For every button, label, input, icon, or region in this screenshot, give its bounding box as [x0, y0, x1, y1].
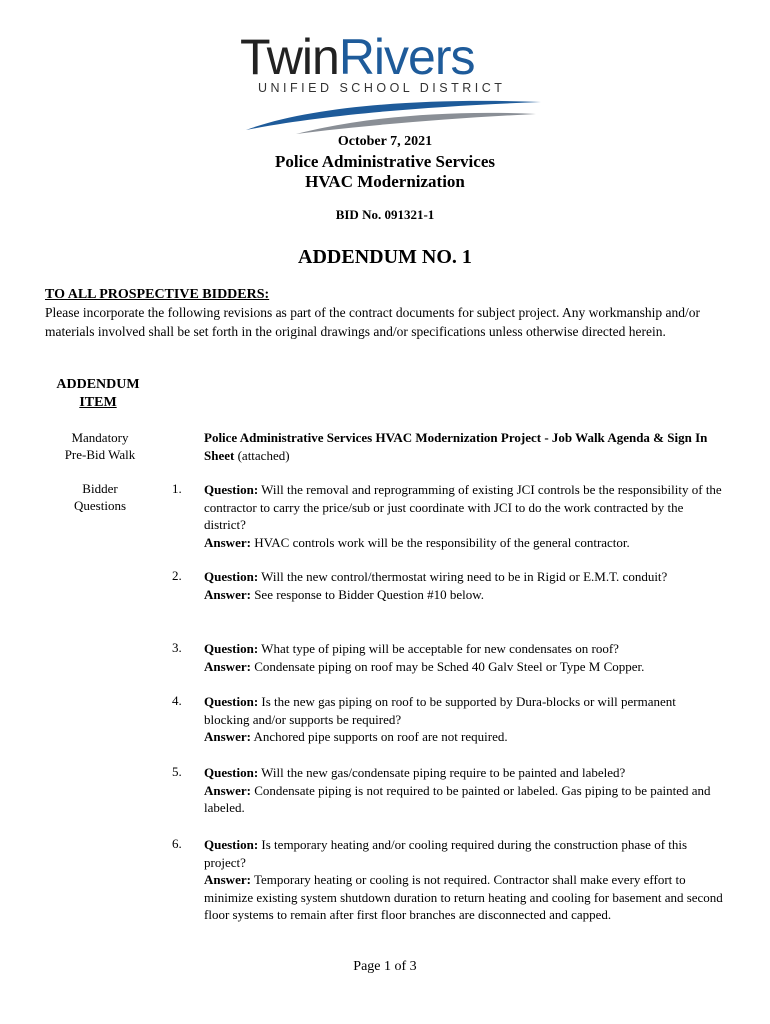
logo-subtitle: UNIFIED SCHOOL DISTRICT — [258, 81, 506, 95]
answer-text: HVAC controls work will be the responsibility of the general contractor. — [250, 534, 630, 550]
bid-number: BID No. 091321-1 — [335, 207, 435, 222]
question-text: Is temporary heating and/or cooling required during the construction phase of this project? — [204, 837, 688, 870]
answer-label: Answer: — [204, 729, 251, 744]
question-label: Question: — [204, 569, 259, 584]
project-title-line1: Police Administrative Services — [274, 152, 495, 171]
question-label: Question: — [204, 641, 259, 656]
addendum-title: ADDENDUM NO. 1 — [298, 246, 472, 268]
item-header-line2: ITEM — [79, 395, 117, 410]
answer-label: Answer: — [204, 872, 251, 887]
question-answer-item — [204, 568, 724, 603]
question-text: Will the new gas/condensate piping require to be painted and labeled? — [258, 765, 626, 780]
question-answer-item — [204, 481, 724, 551]
question-text: Will the removal and reprogramming of existing JCI controls be the responsibility of the contractor to carry the price/sub or just coordinate with JCI to do the work contracted by the district? — [204, 482, 722, 532]
job-walk-item — [204, 429, 724, 464]
question-answer-item — [204, 836, 724, 924]
question-number: 2. — [172, 568, 182, 583]
question-number: 1. — [172, 481, 182, 496]
section-label-line: Mandatory — [71, 430, 129, 445]
section-label-prebid-walk — [48, 429, 152, 463]
item-header-line1: ADDENDUM — [56, 377, 140, 392]
question-text: Will the new control/thermostat wiring need to be in Rigid or E.M.T. conduit? — [258, 569, 668, 584]
logo-word-twin: Twin — [240, 29, 339, 85]
bidders-heading-text: TO ALL PROSPECTIVE BIDDERS — [45, 287, 265, 302]
question-answer-item — [204, 764, 724, 817]
answer-text: Condensate piping is not required to be painted or labeled. Gas piping to be painted and labeled. — [204, 782, 711, 815]
section-label-line: Pre-Bid Walk — [64, 447, 136, 462]
answer-text: Anchored pipe supports on roof are not required. — [250, 729, 508, 744]
question-label: Question: — [204, 482, 259, 497]
question-label: Question: — [204, 694, 259, 709]
logo-wordmark — [240, 29, 475, 85]
intro-paragraph: Please incorporate the following revisions as part of the contract documents for subject project. Any workmanship and/or materials involved shall be set forth in the original drawings and/or specifications unless otherwise directed herein. — [45, 305, 700, 339]
answer-text: Temporary heating or cooling is not required. Contractor shall make every effort to minimize existing system shutdown duration to return heating and cooling for basement and second floor systems to remain after first floor branches are disconnected and capped. — [204, 872, 723, 922]
answer-label: Answer: — [204, 534, 251, 550]
job-walk-title: Police Administrative Services HVAC Modernization Project - Job Walk Agenda & Sign In Sheet — [204, 430, 708, 463]
question-text: What type of piping will be acceptable for new condensates on roof? — [258, 641, 619, 656]
answer-text: See response to Bidder Question #10 below. — [250, 586, 485, 602]
job-walk-attached: (attached) — [234, 447, 290, 463]
answer-text: Condensate piping on roof may be Sched 40 Galv Steel or Type M Copper. — [250, 658, 645, 674]
page-number: Page 1 of 3 — [353, 959, 417, 974]
logo-swoosh-icon — [236, 96, 546, 136]
question-text: Is the new gas piping on roof to be supported by Dura-blocks or will permanent blocking and/or supports be required? — [204, 694, 676, 727]
question-answer-item — [204, 693, 724, 746]
question-number: 6. — [172, 836, 182, 851]
district-logo — [236, 29, 546, 134]
section-label-line: Bidder — [82, 481, 118, 496]
document-date: October 7, 2021 — [337, 134, 433, 149]
bidders-heading — [45, 287, 269, 303]
question-label: Question: — [204, 765, 259, 780]
question-number: 4. — [172, 693, 182, 708]
answer-label: Answer: — [204, 658, 251, 674]
question-label: Question: — [204, 837, 259, 852]
answer-label: Answer: — [204, 782, 251, 798]
section-label-line: Questions — [74, 498, 126, 513]
question-answer-item — [204, 640, 724, 675]
bidders-heading-colon: : — [264, 287, 270, 302]
answer-label: Answer: — [204, 586, 251, 602]
project-title-line2: HVAC Modernization — [305, 172, 465, 191]
section-label-bidder-questions — [48, 480, 152, 514]
question-number: 3. — [172, 640, 182, 655]
question-number: 5. — [172, 764, 182, 779]
logo-word-rivers: Rivers — [338, 29, 475, 85]
addendum-item-header — [48, 376, 148, 412]
